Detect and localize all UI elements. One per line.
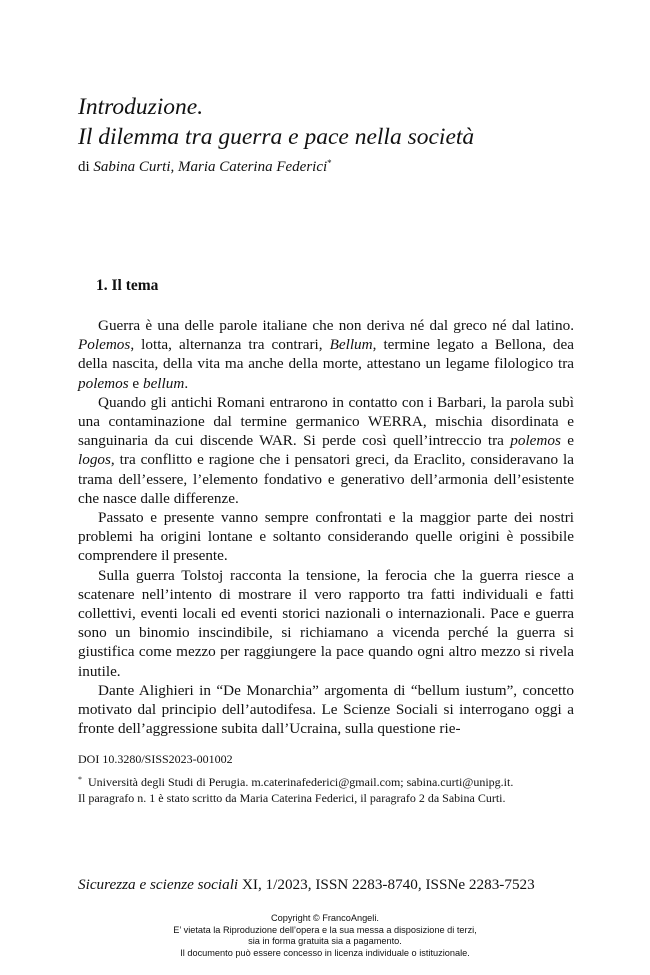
chapter-title-line-2: Il dilemma tra guerra e pace nella società bbox=[78, 124, 475, 150]
paragraph-text: e bbox=[560, 432, 574, 450]
footnotes bbox=[78, 752, 574, 806]
body-paragraph bbox=[78, 393, 574, 508]
author-note-marker: * bbox=[327, 158, 332, 168]
paragraph-text: Sulla guerra Tolstoj racconta la tensione, la ferocia che la guerra riesce a scatenare nell’intento di mostrare il vero rapporto tra fatti individuali e fatti collettivi, eventi locali ed eventi storici nazionali o internazionali. Pace e guerra sono un binomio inscindibile, si richiamano a vicenda perché la guerra si giustifica come mezzo per raggiungere la pace quando ogni altro mezzo si rivela inutile. bbox=[78, 566, 574, 680]
byline bbox=[78, 153, 578, 177]
footnote-marker: * bbox=[78, 775, 82, 785]
copyright-line-4: Il documento può essere concesso in licenza individuale o istituzionale. bbox=[180, 947, 470, 958]
paragraph-text: Guerra è una delle parole italiane che non deriva né dal greco né dal latino. bbox=[98, 317, 574, 334]
journal-issue: XI, 1/2023, ISSN 2283-8740, ISSNe 2283-7523 bbox=[238, 876, 535, 893]
paragraph-text: e bbox=[128, 374, 143, 392]
paragraph-text: , termine legato a Bellona, dea della nascita, della vita ma anche della morte, attestano un legame filologico tra bbox=[78, 336, 574, 373]
body-paragraph bbox=[78, 566, 574, 681]
chapter-title-line-1: Introduzione. bbox=[78, 94, 204, 120]
footnote-authorship: Il paragrafo n. 1 è stato scritto da Maria Caterina Federici, il paragrafo 2 da Sabina Curti. bbox=[78, 790, 506, 805]
body-text bbox=[78, 316, 574, 738]
copyright-line-1: Copyright © FrancoAngeli. bbox=[271, 913, 379, 923]
copyright-line-2: E’ vietata la Riproduzione dell’opera e la sua messa a disposizione di terzi, bbox=[173, 924, 477, 935]
body-paragraph bbox=[78, 316, 574, 393]
byline-prefix: di bbox=[78, 159, 94, 175]
italic-term: bellum bbox=[142, 374, 185, 392]
footnote-affiliation bbox=[78, 772, 574, 790]
copyright-line-3: sia in forma gratuita sia a pagamento. bbox=[248, 936, 402, 947]
body-paragraph bbox=[78, 681, 574, 739]
italic-term: Bellum bbox=[329, 336, 373, 354]
italic-term: polemos bbox=[78, 374, 129, 392]
italic-term: Polemos bbox=[78, 336, 131, 354]
paragraph-text: , tra conflitto e ragione che i pensatori greci, da Eraclito, consideravano la trama dell’essere, l’elemento fondativo e generativo dell’armonia dell’esistente che nasce dalle differenze. bbox=[78, 451, 574, 507]
doi: DOI 10.3280/SISS2023-001002 bbox=[78, 752, 233, 766]
paragraph-text: , lotta, alternanza tra contrari, bbox=[130, 336, 330, 354]
footnote-affiliation-text: Università degli Studi di Perugia. m.caterinafederici@gmail.com; sabina.curti@unipg.it. bbox=[88, 775, 514, 790]
paragraph-text: Passato e presente vanno sempre confrontati e la maggior parte dei nostri problemi ha origini lontane e soltanto considerando quelle origini è possibile comprendere il presente. bbox=[78, 509, 574, 565]
authors: Sabina Curti, Maria Caterina Federici bbox=[93, 159, 328, 175]
copyright-notice bbox=[0, 913, 650, 959]
paragraph-text: Quando gli antichi Romani entrarono in contatto con i Barbari, la parola subì una contaminazione dal termine germanico WERRA, mischia disordinata e sanguinaria da cui discende WAR. Si perde così quell’intreccio tra bbox=[78, 393, 574, 450]
chapter-header bbox=[78, 92, 578, 177]
journal-name: Sicurezza e scienze sociali bbox=[78, 876, 239, 893]
section-heading: 1. Il tema bbox=[96, 277, 159, 294]
italic-term: polemos bbox=[510, 432, 561, 450]
paragraph-text: Dante Alighieri in “De Monarchia” argomenta di “bellum iustum”, concetto motivato dal principio dell’autodifesa. Le Scienze Sociali si interrogano oggi a fronte dell’aggressione subita dall’Ucraina, sulla questione rie- bbox=[78, 681, 574, 738]
body-paragraph bbox=[78, 508, 574, 566]
italic-term: logos bbox=[78, 451, 111, 469]
journal-citation bbox=[78, 876, 574, 894]
paragraph-text: . bbox=[184, 374, 189, 392]
